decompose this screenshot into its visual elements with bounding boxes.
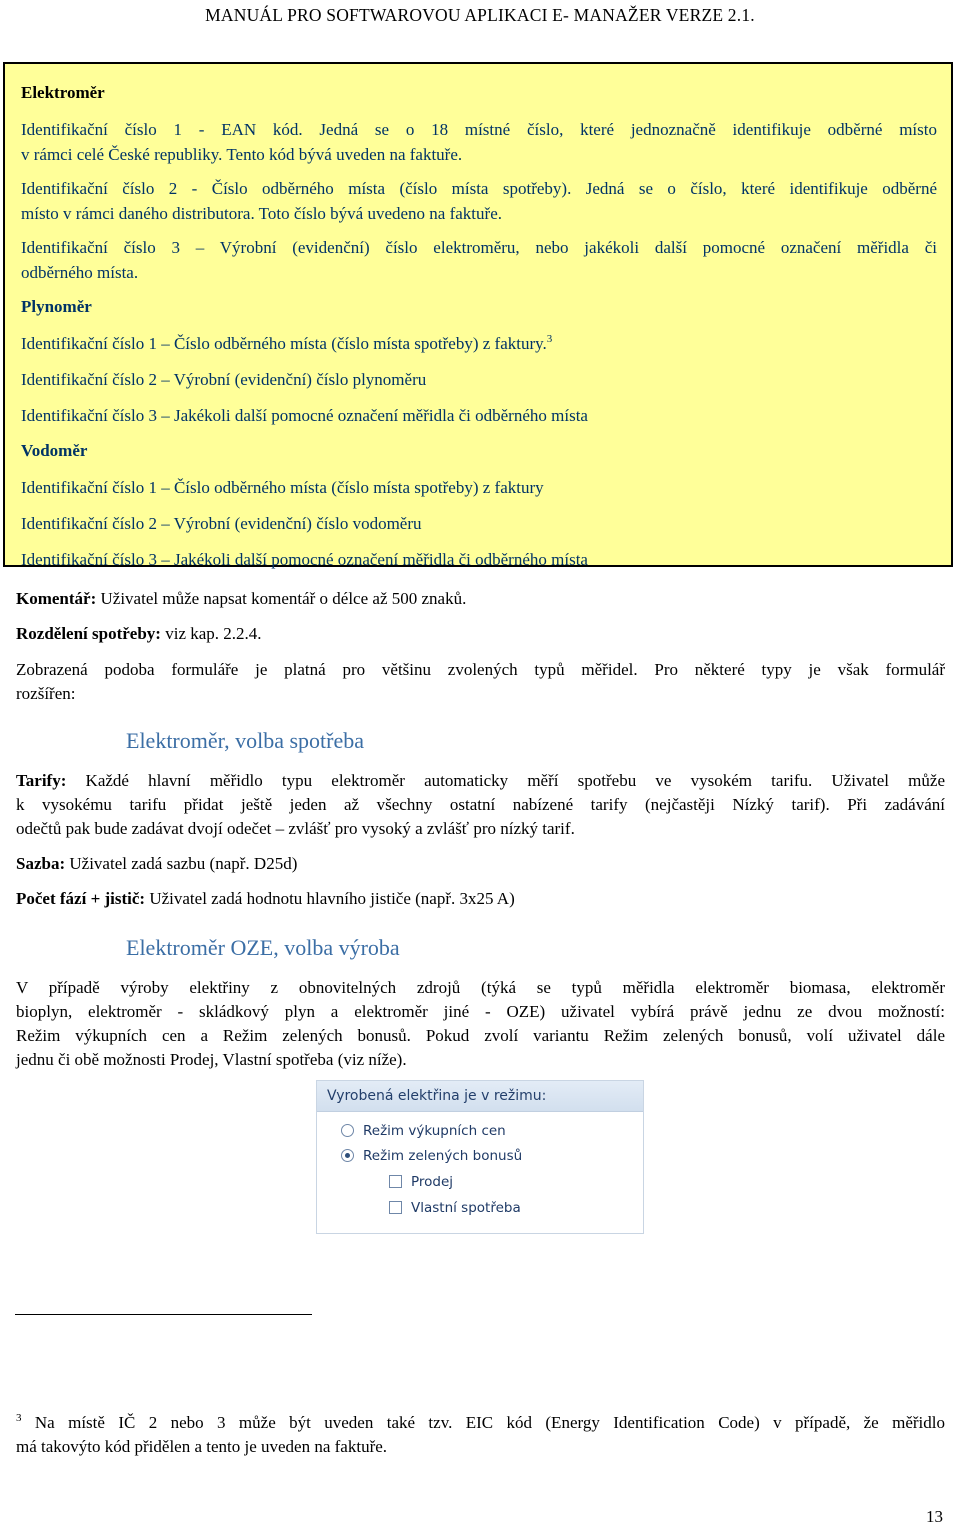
- elektromer-id1-line2: v rámci celé České republiky. Tento kód bývá uveden na faktuře.: [21, 145, 463, 164]
- section-heading-spotreba: Elektroměr, volba spotřeba: [126, 728, 364, 753]
- radio-zelene-bonusy-label[interactable]: Režim zelených bonusů: [363, 1148, 523, 1164]
- oze-line3: Režim výkupních cen a Režim zelených bonusů. Pokud zvolí variantu Režim zelených bonusů, volí uživatel dále: [16, 1026, 945, 1045]
- footnote-line1: $^3$ Na místě IČ 2 nebo 3 může být uveden také tzv. EIC kód (Energy Identification Code) v případě, že měřidlo: [16, 1412, 945, 1432]
- identification-box: [3, 62, 953, 567]
- plynomer-heading: Plynoměr: [21, 297, 92, 316]
- oze-line1: V případě výroby elektřiny z obnovitelných zdrojů (týká se typů měřidla elektroměr biomasa, elektroměr: [16, 978, 945, 997]
- komentar-paragraph: Komentář: Uživatel může napsat komentář o délce až 500 znaků.: [16, 589, 467, 608]
- checkbox-prodej-label[interactable]: Prodej: [411, 1174, 454, 1190]
- checkbox-vlastni-spotreba[interactable]: [389, 1201, 402, 1214]
- elektromer-id3-line1: Identifikační číslo 3 – Výrobní (evidenční) číslo elektroměru, nebo jakékoli další pomocné označení měřidla či: [21, 238, 937, 257]
- elektromer-id1-line1: Identifikační číslo 1 - EAN kód. Jedná se o 18 místné číslo, které jednoznačně identifikuje odběrné místo: [21, 120, 937, 139]
- checkbox-vlastni-spotreba-label[interactable]: Vlastní spotřeba: [411, 1200, 521, 1216]
- pocet-faz-paragraph: Počet fází + jistič: Uživatel zadá hodnotu hlavního jističe (např. 3x25 A): [16, 889, 515, 908]
- production-mode-form: [316, 1080, 644, 1234]
- elektromer-id2-line2: místo v rámci daného distributora. Toto číslo bývá uvedeno na faktuře.: [21, 204, 502, 223]
- zobrazena-line2: rozšířen:: [16, 684, 76, 703]
- tarify-line1: Tarify: Každé hlavní měřidlo typu elektroměr automaticky měří spotřebu ve vysokém tarifu. Uživatel může: [16, 771, 945, 790]
- form-title: Vyrobená elektřina je v režimu:: [317, 1081, 643, 1112]
- oze-line4: jednu či obě možnosti Prodej, Vlastní spotřeba (viz níže).: [16, 1050, 407, 1069]
- elektromer-heading: Elektroměr: [21, 83, 105, 102]
- radio-vykupni-ceny[interactable]: [341, 1124, 354, 1137]
- radio-vykupni-ceny-label[interactable]: Režim výkupních cen: [363, 1123, 506, 1139]
- footnote-ref: 3: [546, 333, 553, 345]
- zobrazena-line1: Zobrazená podoba formuláře je platná pro většinu zvolených typů měřidel. Pro některé typy je však formulář: [16, 660, 945, 679]
- elektromer-id3-line2: odběrného místa.: [21, 263, 139, 282]
- plynomer-id1: Identifikační číslo 1 – Číslo odběrného místa (číslo místa spotřeby) z faktury.: [21, 334, 547, 353]
- checkbox-prodej[interactable]: [389, 1175, 402, 1188]
- rozdeleni-paragraph: Rozdělení spotřeby: viz kap. 2.2.4.: [16, 624, 262, 643]
- footnote-divider: [15, 1314, 312, 1315]
- vodomer-id1: Identifikační číslo 1 – Číslo odběrného místa (číslo místa spotřeby) z faktury: [21, 478, 544, 497]
- vodomer-id2: Identifikační číslo 2 – Výrobní (evidenční) číslo vodoměru: [21, 514, 422, 533]
- plynomer-id3: Identifikační číslo 3 – Jakékoli další pomocné označení měřidla či odběrného místa: [21, 406, 588, 425]
- plynomer-id2: Identifikační číslo 2 – Výrobní (evidenční) číslo plynoměru: [21, 370, 427, 389]
- elektromer-id2-line1: Identifikační číslo 2 - Číslo odběrného místa (číslo místa spotřeby). Jedná se o číslo, které identifikuje odběrné: [21, 179, 937, 198]
- footnote-line2: má takovýto kód přidělen a tento je uveden na faktuře.: [16, 1437, 388, 1456]
- page-header: MANUÁL PRO SOFTWAROVOU APLIKACI E- MANAŽER VERZE 2.1.: [205, 5, 755, 25]
- tarify-line2: k vysokému tarifu přidat ještě jeden až všechny ostatní nabízené tarify (nejčastěji Nízký tarif). Při zadávání: [16, 795, 945, 814]
- vodomer-heading: Vodoměr: [21, 441, 88, 460]
- page-number: 13: [926, 1507, 943, 1526]
- vodomer-id3: Identifikační číslo 3 – Jakékoli další pomocné označení měřidla či odběrného místa: [21, 550, 588, 569]
- sazba-paragraph: Sazba: Uživatel zadá sazbu (např. D25d): [16, 854, 298, 873]
- section-heading-vyroba: Elektroměr OZE, volba výroba: [126, 935, 400, 960]
- radio-zelene-bonusy[interactable]: [341, 1149, 354, 1162]
- oze-line2: bioplyn, elektroměr - skládkový plyn a elektroměr jiné - OZE) uživatel vybírá právě jednu ze dvou možností:: [16, 1002, 945, 1021]
- tarify-line3: odečtů pak bude zadávat dvojí odečet – zvlášť pro vysoký a zvlášť pro nízký tarif.: [16, 819, 575, 838]
